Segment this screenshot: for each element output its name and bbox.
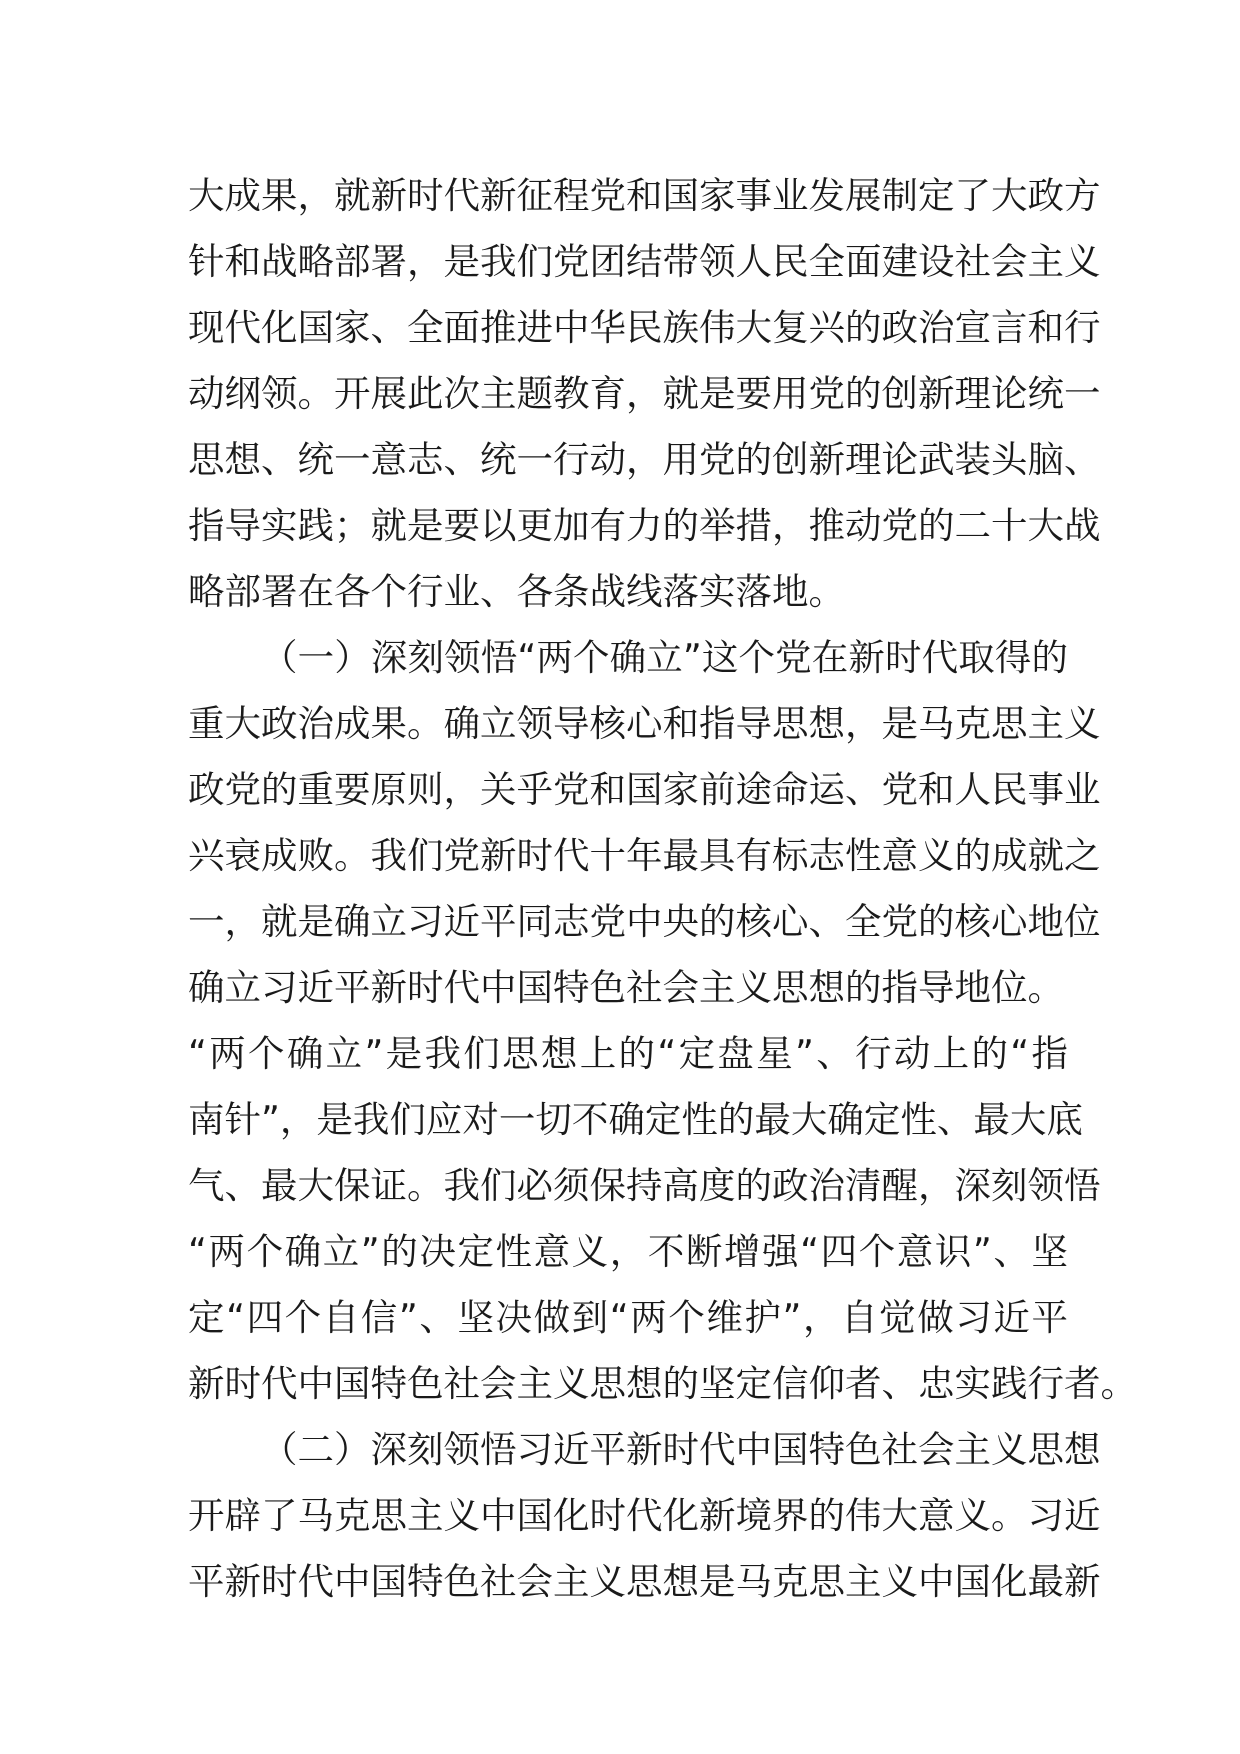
text-line: 新时代中国特色社会主义思想的坚定信仰者、忠实践行者。: [188, 1362, 1137, 1405]
text-line: 动纲领。开展此次主题教育，就是要用党的创新理论统一: [188, 372, 1101, 415]
body-text: [188, 163, 1137, 1615]
text-line: 气、最大保证。我们必须保持高度的政治清醒，深刻领悟: [188, 1164, 1101, 1207]
text-line: 思想、统一意志、统一行动，用党的创新理论武装头脑、: [188, 438, 1101, 481]
text-line: 略部署在各个行业、各条战线落实落地。: [188, 570, 845, 613]
text-line: 重大政治成果。确立领导核心和指导思想，是马克思主义: [188, 702, 1101, 745]
text-line: 兴衰成败。我们党新时代十年最具有标志性意义的成就之: [188, 834, 1101, 877]
text-line: “两个确立”是我们思想上的“定盘星”、行动上的“指: [188, 1032, 1068, 1075]
text-line: 一，就是确立习近平同志党中央的核心、全党的核心地位: [188, 900, 1101, 943]
text-line: 开辟了马克思主义中国化时代化新境界的伟大意义。习近: [188, 1494, 1101, 1537]
section-heading-line: （一）深刻领悟“两个确立”这个党在新时代取得的: [261, 636, 1068, 679]
text-line: 现代化国家、全面推进中华民族伟大复兴的政治宣言和行: [188, 306, 1101, 349]
text-line: 定“四个自信”、坚决做到“两个维护”，自觉做习近平: [188, 1296, 1068, 1339]
text-line: 平新时代中国特色社会主义思想是马克思主义中国化最新: [188, 1560, 1101, 1603]
text-line: 南针”，是我们应对一切不确定性的最大确定性、最大底: [188, 1098, 1083, 1141]
text-line: 指导实践；就是要以更加有力的举措，推动党的二十大战: [188, 504, 1101, 547]
text-line: 针和战略部署，是我们党团结带领人民全面建设社会主义: [188, 240, 1101, 283]
text-line: 政党的重要原则，关乎党和国家前途命运、党和人民事业: [188, 768, 1101, 811]
text-line: “两个确立”的决定性意义，不断增强“四个意识”、坚: [188, 1230, 1068, 1273]
section-heading-line: （二）深刻领悟习近平新时代中国特色社会主义思想: [261, 1428, 1101, 1471]
text-line: 大成果，就新时代新征程党和国家事业发展制定了大政方: [188, 174, 1101, 217]
text-line: 确立习近平新时代中国特色社会主义思想的指导地位。: [188, 966, 1064, 1009]
